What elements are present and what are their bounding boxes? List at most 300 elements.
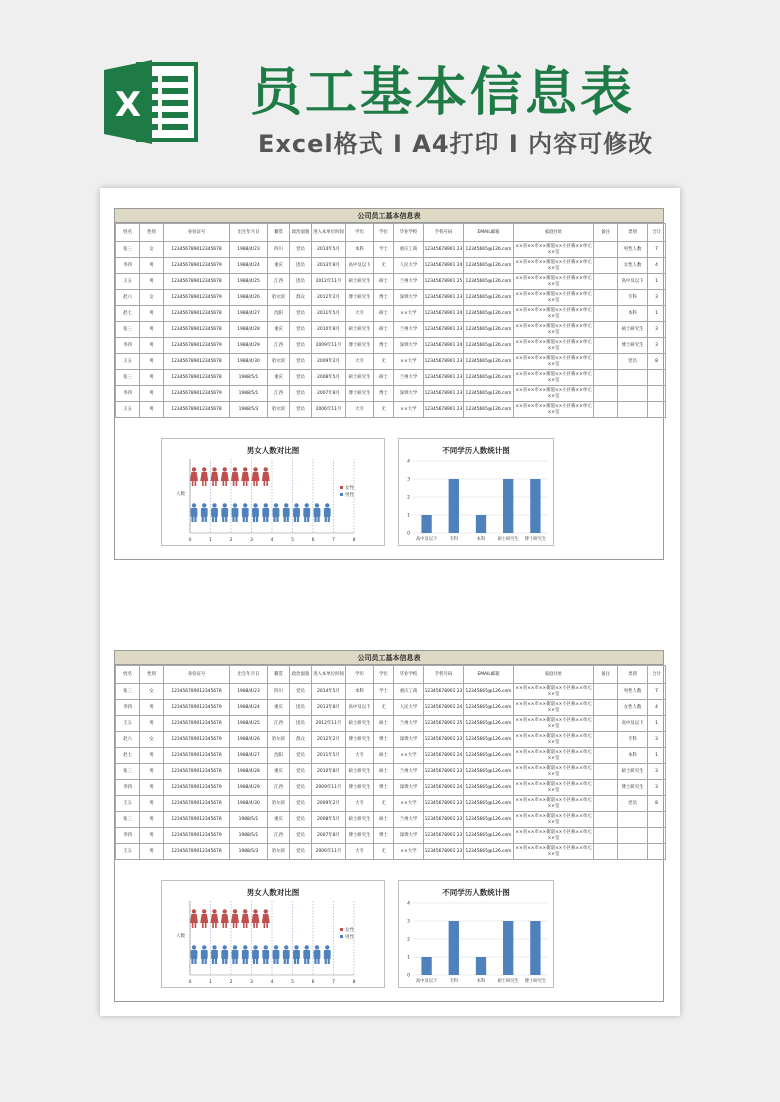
table-cell[interactable]: 兰州大学	[394, 322, 424, 338]
table-cell[interactable]: 四川	[268, 242, 290, 258]
table-cell[interactable]: 人民大学	[394, 700, 424, 716]
table-cell[interactable]: 王五	[116, 274, 140, 290]
table-cell[interactable]	[648, 844, 666, 860]
table-cell[interactable]: 123456789012345678	[164, 764, 230, 780]
table-cell[interactable]	[594, 684, 618, 700]
table-cell[interactable]: 1988/5/1	[230, 828, 268, 844]
table-cell[interactable]	[618, 844, 648, 860]
table-cell[interactable]: ××省××市××街道××小区栋××单元××室	[514, 290, 594, 306]
table-cell[interactable]: 男	[140, 354, 164, 370]
table-cell[interactable]: 学士	[374, 242, 394, 258]
table-cell[interactable]: 123456789012345678	[164, 354, 230, 370]
table-cell[interactable]: 兰州大学	[394, 370, 424, 386]
table-cell[interactable]: 李四	[116, 780, 140, 796]
table-cell[interactable]: 大专	[346, 354, 374, 370]
table-cell[interactable]	[594, 306, 618, 322]
table-cell[interactable]: 党员	[290, 812, 312, 828]
table-cell[interactable]	[594, 290, 618, 306]
table-cell[interactable]	[594, 796, 618, 812]
table-cell[interactable]: 硕士研究生	[346, 764, 374, 780]
table-cell[interactable]: 博士研究生	[346, 780, 374, 796]
table-cell[interactable]: 男	[140, 812, 164, 828]
table-cell[interactable]: 深圳大学	[394, 780, 424, 796]
table-cell[interactable]: 1988/4/30	[230, 796, 268, 812]
table-cell[interactable]: 博士研究生	[618, 338, 648, 354]
table-cell[interactable]: 男	[140, 322, 164, 338]
table-cell[interactable]: 1988/5/1	[230, 386, 268, 402]
table-cell[interactable]	[648, 386, 666, 402]
table-cell[interactable]: ××省××市××街道××小区栋××单元××室	[514, 748, 594, 764]
table-cell[interactable]: 无	[374, 796, 394, 812]
table-cell[interactable]: 男	[140, 386, 164, 402]
table-cell[interactable]: 123456789012345678	[164, 242, 230, 258]
table-cell[interactable]: 硕士研究生	[346, 812, 374, 828]
table-cell[interactable]: 哈尔滨	[268, 402, 290, 418]
table-cell[interactable]: 2011年5月	[312, 306, 346, 322]
table-cell[interactable]: 3	[648, 764, 666, 780]
table-cell[interactable]: ××省××市××街道××小区栋××单元××室	[514, 338, 594, 354]
table-cell[interactable]: 王五	[116, 796, 140, 812]
table-cell[interactable]: 王五	[116, 716, 140, 732]
table-cell[interactable]: 12345678901 24	[424, 258, 464, 274]
table-cell[interactable]	[594, 354, 618, 370]
table-cell[interactable]: 李四	[116, 386, 140, 402]
table-cell[interactable]: 123456789012345679	[164, 290, 230, 306]
table-cell[interactable]: 兰州大学	[394, 716, 424, 732]
table-cell[interactable]: 12345665@126.com	[464, 354, 514, 370]
table-cell[interactable]: 专科	[618, 732, 648, 748]
table-cell[interactable]: 12345678901 24	[424, 700, 464, 716]
table-cell[interactable]: 博士	[374, 828, 394, 844]
table-cell[interactable]: 王五	[116, 844, 140, 860]
table-cell[interactable]: 博士研究生	[346, 290, 374, 306]
table-cell[interactable]: 党员	[290, 354, 312, 370]
table-cell[interactable]: 12345665@126.com	[464, 258, 514, 274]
table-cell[interactable]	[618, 812, 648, 828]
table-cell[interactable]: 12345665@126.com	[464, 716, 514, 732]
table-cell[interactable]: 12345678901 23	[424, 370, 464, 386]
table-cell[interactable]: 12345678901 23	[424, 402, 464, 418]
table-cell[interactable]: 12345665@126.com	[464, 370, 514, 386]
table-cell[interactable]: 男	[140, 716, 164, 732]
table-cell[interactable]	[648, 402, 666, 418]
table-cell[interactable]	[594, 780, 618, 796]
table-cell[interactable]: 硕士	[374, 306, 394, 322]
table-cell[interactable]: ××大学	[394, 844, 424, 860]
table-cell[interactable]: 重庆	[268, 258, 290, 274]
table-cell[interactable]	[594, 242, 618, 258]
table-cell[interactable]: 大专	[346, 306, 374, 322]
table-cell[interactable]: 深圳大学	[394, 290, 424, 306]
table-cell[interactable]: 哈尔滨	[268, 290, 290, 306]
table-cell[interactable]: 张三	[116, 370, 140, 386]
table-cell[interactable]: 兰州大学	[394, 274, 424, 290]
table-cell[interactable]	[648, 370, 666, 386]
table-cell[interactable]: 党员	[290, 780, 312, 796]
table-cell[interactable]	[594, 274, 618, 290]
table-cell[interactable]: ××省××市××街道××小区栋××单元××室	[514, 242, 594, 258]
table-cell[interactable]: ××省××市××街道××小区栋××单元××室	[514, 732, 594, 748]
table-cell[interactable]: 2013年8月	[312, 700, 346, 716]
table-cell[interactable]: 男	[140, 844, 164, 860]
table-cell[interactable]: 2012年11月	[312, 274, 346, 290]
table-cell[interactable]: 男	[140, 402, 164, 418]
table-cell[interactable]: 3	[648, 780, 666, 796]
table-cell[interactable]: 重庆	[268, 812, 290, 828]
table-cell[interactable]: ××省××市××街道××小区栋××单元××室	[514, 812, 594, 828]
table-cell[interactable]: 12345678901 23	[424, 812, 464, 828]
table-cell[interactable]: 王五	[116, 402, 140, 418]
table-cell[interactable]: 男性人数	[618, 242, 648, 258]
table-cell[interactable]	[594, 338, 618, 354]
table-cell[interactable]: 博士研究生	[346, 732, 374, 748]
table-cell[interactable]: 王五	[116, 354, 140, 370]
table-cell[interactable]: 张三	[116, 242, 140, 258]
table-cell[interactable]: 2009年2月	[312, 354, 346, 370]
table-cell[interactable]: 2010年8月	[312, 764, 346, 780]
table-cell[interactable]: 硕士研究生	[346, 274, 374, 290]
table-cell[interactable]: 12345665@126.com	[464, 812, 514, 828]
table-cell[interactable]: 12345678901 23	[424, 732, 464, 748]
table-cell[interactable]: 女	[140, 242, 164, 258]
table-cell[interactable]: 123456789012345679	[164, 732, 230, 748]
table-cell[interactable]: ××省××市××街道××小区栋××单元××室	[514, 306, 594, 322]
table-cell[interactable]: 无	[374, 844, 394, 860]
table-cell[interactable]: 2006年11月	[312, 402, 346, 418]
table-cell[interactable]: 哈尔滨	[268, 844, 290, 860]
table-cell[interactable]: 党员	[290, 370, 312, 386]
table-cell[interactable]: 男	[140, 258, 164, 274]
table-cell[interactable]: 重庆	[268, 764, 290, 780]
table-cell[interactable]: 1	[648, 716, 666, 732]
table-cell[interactable]: 群众	[290, 290, 312, 306]
table-cell[interactable]: 博士	[374, 386, 394, 402]
table-cell[interactable]: 党员	[290, 828, 312, 844]
table-cell[interactable]: 4	[648, 258, 666, 274]
table-cell[interactable]: 12345665@126.com	[464, 700, 514, 716]
table-cell[interactable]: ××大学	[394, 354, 424, 370]
table-cell[interactable]: 2009年2月	[312, 796, 346, 812]
table-cell[interactable]: 12345665@126.com	[464, 684, 514, 700]
table-cell[interactable]: 123456789012345678	[164, 322, 230, 338]
table-cell[interactable]: 12345665@126.com	[464, 322, 514, 338]
table-cell[interactable]: 重庆工商	[394, 242, 424, 258]
table-cell[interactable]: ××省××市××街道××小区栋××单元××室	[514, 386, 594, 402]
table-cell[interactable]: 男	[140, 828, 164, 844]
table-cell[interactable]: 党员	[290, 796, 312, 812]
table-cell[interactable]: 男	[140, 274, 164, 290]
table-cell[interactable]: 1	[648, 306, 666, 322]
table-cell[interactable]: 123456789012345678	[164, 844, 230, 860]
table-cell[interactable]: 江西	[268, 780, 290, 796]
table-cell[interactable]: 本科	[618, 748, 648, 764]
table-cell[interactable]	[594, 322, 618, 338]
table-cell[interactable]: 12345665@126.com	[464, 338, 514, 354]
table-cell[interactable]: 哈尔滨	[268, 796, 290, 812]
table-cell[interactable]: 兰州大学	[394, 764, 424, 780]
table-cell[interactable]: 12345678901 24	[424, 306, 464, 322]
table-cell[interactable]: 12345678901 23	[424, 386, 464, 402]
table-cell[interactable]: 12345678901 24	[424, 748, 464, 764]
table-cell[interactable]: 硕士研究生	[346, 322, 374, 338]
table-cell[interactable]: 123456789012345678	[164, 684, 230, 700]
table-cell[interactable]: 12345665@126.com	[464, 844, 514, 860]
table-cell[interactable]: 2012年2月	[312, 732, 346, 748]
table-cell[interactable]: 博士研究生	[346, 338, 374, 354]
table-cell[interactable]: 12345665@126.com	[464, 306, 514, 322]
table-cell[interactable]: 哈尔滨	[268, 732, 290, 748]
table-cell[interactable]: 12345665@126.com	[464, 732, 514, 748]
table-cell[interactable]: 重庆	[268, 370, 290, 386]
table-cell[interactable]: 李四	[116, 828, 140, 844]
table-cell[interactable]: 4	[648, 700, 666, 716]
table-cell[interactable]: 12345678901 23	[424, 828, 464, 844]
table-cell[interactable]: 123456789012345679	[164, 700, 230, 716]
table-cell[interactable]: 12345678901 23	[424, 242, 464, 258]
table-cell[interactable]: 2007年8月	[312, 386, 346, 402]
table-cell[interactable]: 1988/4/25	[230, 274, 268, 290]
table-cell[interactable]: 男	[140, 796, 164, 812]
table-cell[interactable]: 1	[648, 748, 666, 764]
table-cell[interactable]: 江西	[268, 716, 290, 732]
table-cell[interactable]	[594, 812, 618, 828]
table-cell[interactable]: 12345678901 24	[424, 338, 464, 354]
table-cell[interactable]: 1988/5/1	[230, 370, 268, 386]
table-cell[interactable]: 党员	[290, 402, 312, 418]
table-cell[interactable]: 12345678901 23	[424, 354, 464, 370]
table-cell[interactable]: 硕士	[374, 274, 394, 290]
table-cell[interactable]: 12345665@126.com	[464, 780, 514, 796]
table-cell[interactable]: 2013年8月	[312, 258, 346, 274]
table-cell[interactable]: 2012年2月	[312, 290, 346, 306]
table-cell[interactable]: 12345678901 23	[424, 796, 464, 812]
table-cell[interactable]: 12345665@126.com	[464, 274, 514, 290]
table-cell[interactable]: 群众	[290, 732, 312, 748]
table-cell[interactable]: 女性人数	[618, 700, 648, 716]
table-cell[interactable]: 博士研究生	[618, 780, 648, 796]
table-cell[interactable]: 赵六	[116, 732, 140, 748]
table-cell[interactable]: 1988/4/24	[230, 258, 268, 274]
table-cell[interactable]: 高中及以下	[346, 258, 374, 274]
table-cell[interactable]: ××省××市××街道××小区栋××单元××室	[514, 322, 594, 338]
table-cell[interactable]: 1988/5/3	[230, 844, 268, 860]
table-cell[interactable]: 博士	[374, 732, 394, 748]
table-cell[interactable]: ××省××市××街道××小区栋××单元××室	[514, 700, 594, 716]
table-cell[interactable]: 123456789012345678	[164, 716, 230, 732]
table-cell[interactable]: 团员	[290, 274, 312, 290]
table-cell[interactable]: 高中及以下	[618, 716, 648, 732]
table-cell[interactable]: 2006年11月	[312, 844, 346, 860]
table-cell[interactable]: 无	[374, 258, 394, 274]
table-cell[interactable]: 硕士	[374, 748, 394, 764]
table-cell[interactable]: 123456789012345679	[164, 780, 230, 796]
table-cell[interactable]: 江西	[268, 274, 290, 290]
table-cell[interactable]: ××省××市××街道××小区栋××单元××室	[514, 828, 594, 844]
table-cell[interactable]: 硕士研究生	[346, 370, 374, 386]
table-cell[interactable]: 本科	[346, 684, 374, 700]
table-cell[interactable]: 党员	[290, 386, 312, 402]
table-cell[interactable]	[594, 258, 618, 274]
table-cell[interactable]	[594, 700, 618, 716]
table-cell[interactable]	[618, 402, 648, 418]
table-cell[interactable]: 2014年5月	[312, 242, 346, 258]
table-cell[interactable]: 123456789012345678	[164, 748, 230, 764]
table-cell[interactable]: 1988/4/23	[230, 684, 268, 700]
table-cell[interactable]: 7	[648, 684, 666, 700]
table-cell[interactable]	[618, 828, 648, 844]
table-cell[interactable]: 2014年5月	[312, 684, 346, 700]
table-cell[interactable]: 12345678901 23	[424, 764, 464, 780]
table-cell[interactable]: 1988/4/24	[230, 700, 268, 716]
table-cell[interactable]: 男	[140, 370, 164, 386]
table-cell[interactable]: 深圳大学	[394, 828, 424, 844]
table-cell[interactable]: 8	[648, 354, 666, 370]
table-cell[interactable]: 无	[374, 700, 394, 716]
table-cell[interactable]: 12345678901 25	[424, 274, 464, 290]
table-cell[interactable]: 1988/4/23	[230, 242, 268, 258]
table-cell[interactable]: 大专	[346, 748, 374, 764]
table-cell[interactable]	[594, 828, 618, 844]
table-cell[interactable]: 123456789012345678	[164, 402, 230, 418]
table-cell[interactable]: 硕士	[374, 716, 394, 732]
table-cell[interactable]: 硕士	[374, 370, 394, 386]
table-cell[interactable]: 兰州大学	[394, 812, 424, 828]
table-cell[interactable]: 123456789012345678	[164, 812, 230, 828]
table-cell[interactable]: 123456789012345678	[164, 274, 230, 290]
table-cell[interactable]: 2009年11月	[312, 338, 346, 354]
table-cell[interactable]: 党员	[290, 338, 312, 354]
table-cell[interactable]: ××省××市××街道××小区栋××单元××室	[514, 796, 594, 812]
table-cell[interactable]: 硕士	[374, 812, 394, 828]
table-cell[interactable]: ××省××市××街道××小区栋××单元××室	[514, 402, 594, 418]
table-cell[interactable]: 12345665@126.com	[464, 242, 514, 258]
table-cell[interactable]: 12345665@126.com	[464, 748, 514, 764]
table-cell[interactable]: 女	[140, 732, 164, 748]
table-cell[interactable]: 12345665@126.com	[464, 828, 514, 844]
table-cell[interactable]: 人民大学	[394, 258, 424, 274]
table-cell[interactable]: 12345665@126.com	[464, 764, 514, 780]
table-cell[interactable]: ××省××市××街道××小区栋××单元××室	[514, 844, 594, 860]
table-cell[interactable]	[594, 402, 618, 418]
table-cell[interactable]	[594, 844, 618, 860]
table-cell[interactable]: 硕士研究生	[346, 716, 374, 732]
table-cell[interactable]: 赵七	[116, 306, 140, 322]
table-cell[interactable]: 江西	[268, 338, 290, 354]
table-cell[interactable]: 12345678901 23	[424, 290, 464, 306]
table-cell[interactable]: ××大学	[394, 796, 424, 812]
table-cell[interactable]: 深圳大学	[394, 338, 424, 354]
table-cell[interactable]: 1988/4/27	[230, 748, 268, 764]
table-cell[interactable]: 12345665@126.com	[464, 402, 514, 418]
table-cell[interactable]: 12345678901 23	[424, 844, 464, 860]
table-cell[interactable]: 大专	[346, 844, 374, 860]
table-cell[interactable]: 博士	[374, 780, 394, 796]
table-cell[interactable]: 张三	[116, 812, 140, 828]
table-cell[interactable]: 重庆	[268, 322, 290, 338]
table-cell[interactable]: ××省××市××街道××小区栋××单元××室	[514, 716, 594, 732]
table-cell[interactable]: 3	[648, 290, 666, 306]
table-cell[interactable]: 博士	[374, 290, 394, 306]
table-cell[interactable]: 1988/4/28	[230, 764, 268, 780]
table-cell[interactable]: 博士研究生	[346, 828, 374, 844]
table-cell[interactable]: 沈阳	[268, 306, 290, 322]
table-cell[interactable]: 四川	[268, 684, 290, 700]
table-cell[interactable]: 哈尔滨	[268, 354, 290, 370]
table-cell[interactable]: 大专	[346, 796, 374, 812]
table-cell[interactable]: 团员	[290, 700, 312, 716]
table-cell[interactable]: 男	[140, 306, 164, 322]
table-cell[interactable]: 硕士	[374, 322, 394, 338]
table-cell[interactable]: 高中及以下	[618, 274, 648, 290]
table-cell[interactable]: ××省××市××街道××小区栋××单元××室	[514, 354, 594, 370]
table-cell[interactable]: 1988/5/1	[230, 812, 268, 828]
table-cell[interactable]: 2008年5月	[312, 370, 346, 386]
table-cell[interactable]: 1988/4/29	[230, 780, 268, 796]
table-cell[interactable]: 张三	[116, 764, 140, 780]
table-cell[interactable]: 3	[648, 732, 666, 748]
table-cell[interactable]: 12345678901 24	[424, 780, 464, 796]
table-cell[interactable]: 张三	[116, 684, 140, 700]
table-cell[interactable]: 硕士研究生	[618, 322, 648, 338]
table-cell[interactable]: 党员	[290, 748, 312, 764]
table-cell[interactable]: 重庆工商	[394, 684, 424, 700]
table-cell[interactable]	[594, 386, 618, 402]
table-cell[interactable]: 无	[374, 402, 394, 418]
table-cell[interactable]: 123456789012345678	[164, 796, 230, 812]
table-cell[interactable]: 1988/5/3	[230, 402, 268, 418]
table-cell[interactable]: 1988/4/26	[230, 290, 268, 306]
table-cell[interactable]: ××省××市××街道××小区栋××单元××室	[514, 684, 594, 700]
table-cell[interactable]: 本科	[346, 242, 374, 258]
table-cell[interactable]	[594, 732, 618, 748]
table-cell[interactable]: 1988/4/29	[230, 338, 268, 354]
table-cell[interactable]: ××省××市××街道××小区栋××单元××室	[514, 370, 594, 386]
table-cell[interactable]: 女	[140, 290, 164, 306]
table-cell[interactable]: 12345665@126.com	[464, 796, 514, 812]
table-cell[interactable]: 赵七	[116, 748, 140, 764]
table-cell[interactable]: 党员	[618, 796, 648, 812]
table-cell[interactable]: 党员	[290, 322, 312, 338]
table-cell[interactable]: 团员	[290, 716, 312, 732]
table-cell[interactable]	[618, 386, 648, 402]
table-cell[interactable]: 123456789012345679	[164, 338, 230, 354]
table-cell[interactable]: 2009年11月	[312, 780, 346, 796]
table-cell[interactable]	[648, 828, 666, 844]
table-cell[interactable]: 3	[648, 322, 666, 338]
table-cell[interactable]: 专科	[618, 290, 648, 306]
table-cell[interactable]: 3	[648, 338, 666, 354]
table-cell[interactable]: 党员	[290, 306, 312, 322]
table-cell[interactable]: 无	[374, 354, 394, 370]
table-cell[interactable]: 12345678901 23	[424, 322, 464, 338]
table-cell[interactable]: ××大学	[394, 748, 424, 764]
table-cell[interactable]: 男	[140, 764, 164, 780]
table-cell[interactable]: 12345665@126.com	[464, 290, 514, 306]
table-cell[interactable]: 博士	[374, 338, 394, 354]
table-cell[interactable]: 1	[648, 274, 666, 290]
table-cell[interactable]: 深圳大学	[394, 732, 424, 748]
table-cell[interactable]: 123456789012345679	[164, 828, 230, 844]
table-cell[interactable]: 党员	[290, 684, 312, 700]
table-cell[interactable]: 党员	[290, 764, 312, 780]
table-cell[interactable]: 党员	[618, 354, 648, 370]
table-cell[interactable]: 2010年8月	[312, 322, 346, 338]
table-cell[interactable]: 重庆	[268, 700, 290, 716]
table-cell[interactable]: 12345665@126.com	[464, 386, 514, 402]
table-cell[interactable]: 江西	[268, 386, 290, 402]
table-cell[interactable]	[618, 370, 648, 386]
table-cell[interactable]: 党员	[290, 844, 312, 860]
